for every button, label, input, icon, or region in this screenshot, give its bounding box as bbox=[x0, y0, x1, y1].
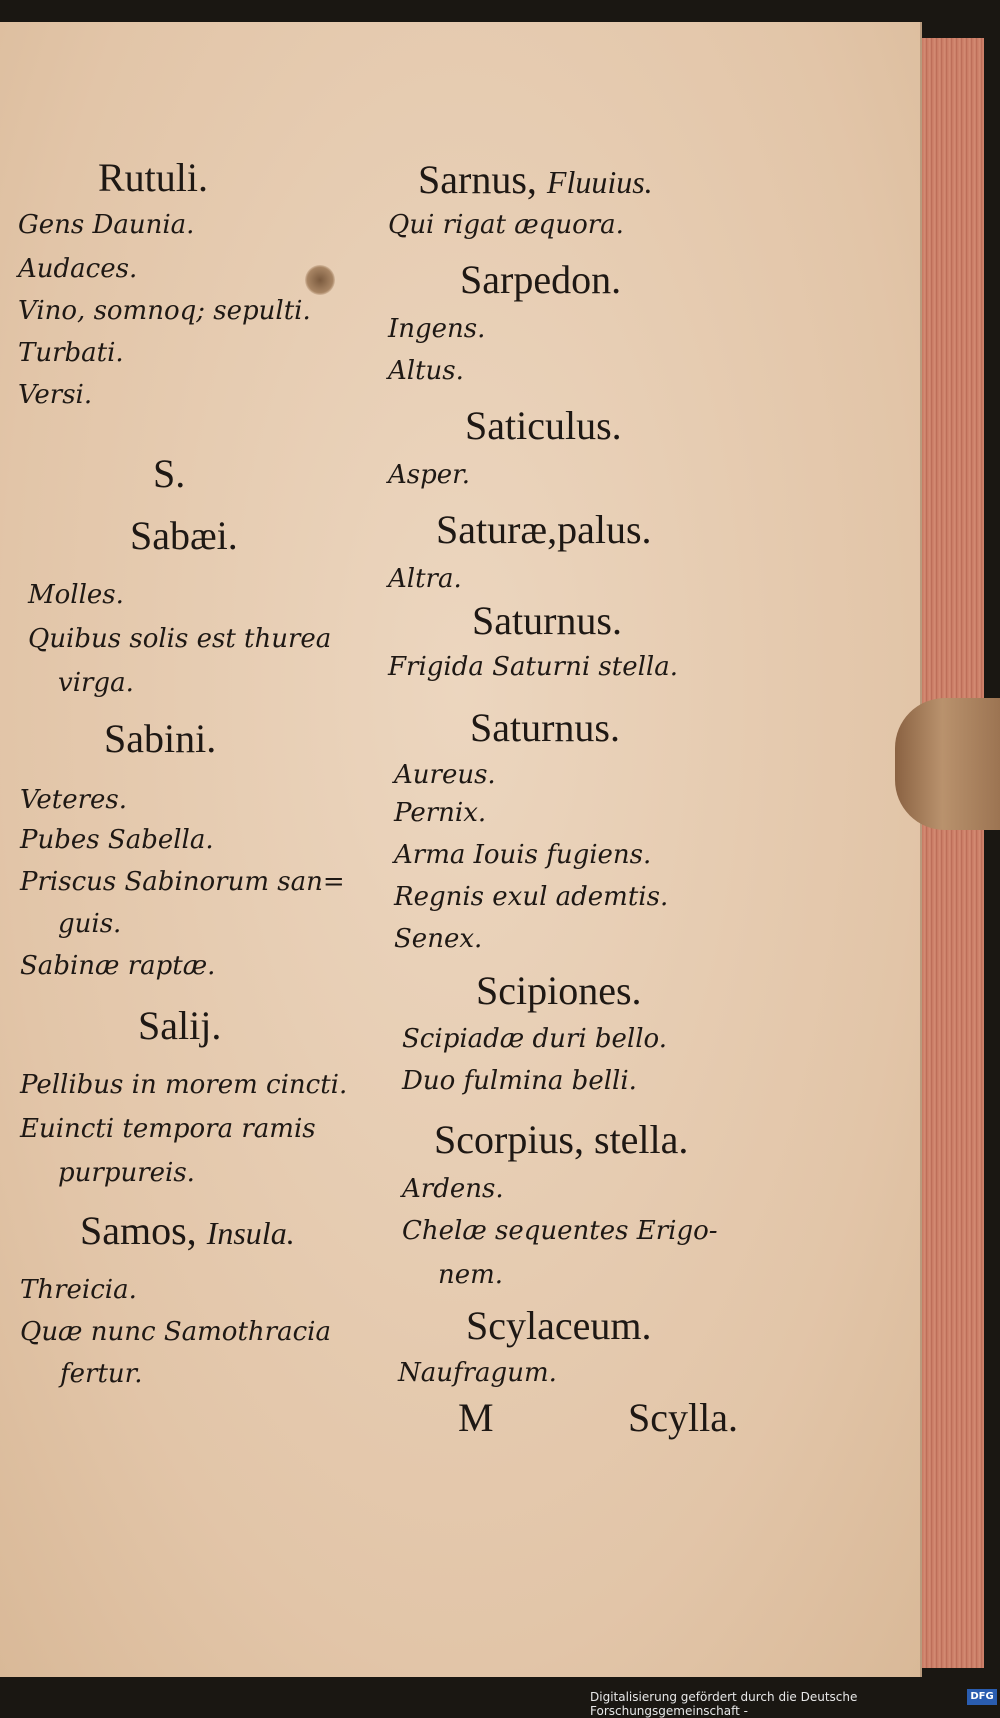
entry-head-salii: Salij. bbox=[138, 1003, 222, 1048]
entry-line: Turbati. bbox=[18, 338, 124, 368]
entry-line: Veteres. bbox=[20, 785, 128, 815]
catchword: Scylla. bbox=[628, 1395, 738, 1440]
entry-head-scylaceum: Scylaceum. bbox=[466, 1303, 652, 1348]
entry-head-saturnus: Saturnus. bbox=[470, 705, 620, 750]
entry-line: Quibus solis est thurea bbox=[28, 624, 332, 654]
section-letter: S. bbox=[153, 451, 186, 496]
entry-line: Naufragum. bbox=[398, 1358, 557, 1388]
entry-line: Priscus Sabinorum san= bbox=[20, 867, 345, 897]
book-page bbox=[0, 22, 922, 1677]
entry-line: Audaces. bbox=[18, 254, 138, 284]
entry-line: Ardens. bbox=[402, 1174, 504, 1204]
entry-head-scipiones: Scipiones. bbox=[476, 968, 642, 1013]
entry-line: Senex. bbox=[394, 924, 483, 954]
footer-credit: Digitalisierung gefördert durch die Deutsche Forschungsgemeinschaft - bbox=[590, 1690, 858, 1718]
entry-line: Arma Iouis fugiens. bbox=[394, 840, 652, 870]
entry-head-saturnus: Saturnus. bbox=[472, 598, 622, 643]
entry-line: Frigida Saturni stella. bbox=[388, 652, 678, 682]
entry-line: Sabinæ raptæ. bbox=[20, 951, 216, 981]
entry-line: virga. bbox=[58, 668, 134, 698]
entry-head-sabaei: Sabæi. bbox=[130, 513, 238, 558]
entry-line: Pubes Sabella. bbox=[20, 825, 214, 855]
entry-line: Altus. bbox=[388, 356, 464, 386]
entry-line: Regnis exul ademtis. bbox=[394, 882, 669, 912]
entry-line: Versi. bbox=[18, 380, 93, 410]
entry-head-sabini: Sabini. bbox=[104, 716, 217, 761]
entry-line: Duo fulmina belli. bbox=[402, 1066, 637, 1096]
entry-line: Pellibus in morem cincti. bbox=[20, 1070, 348, 1100]
entry-head-scorpius: Scorpius, stella. bbox=[434, 1117, 689, 1162]
ink-stain bbox=[305, 265, 335, 295]
entry-line: Euincti tempora ramis bbox=[20, 1114, 316, 1144]
entry-head-sarnus: Sarnus, Fluuius. bbox=[418, 157, 653, 202]
bookmark-tab bbox=[895, 698, 1000, 830]
entry-line: Asper. bbox=[388, 460, 470, 490]
entry-line: nem. bbox=[438, 1260, 504, 1290]
entry-line: Scipiadæ duri bello. bbox=[402, 1024, 668, 1054]
entry-line: Qui rigat æquora. bbox=[388, 210, 624, 240]
entry-line: guis. bbox=[58, 909, 122, 939]
entry-head-saturae: Saturæ,palus. bbox=[436, 507, 652, 552]
entry-head-sarpedon: Sarpedon. bbox=[460, 257, 622, 302]
signature-mark: M bbox=[458, 1395, 494, 1440]
entry-line: Gens Daunia. bbox=[18, 210, 195, 240]
entry-line: Ingens. bbox=[388, 314, 486, 344]
entry-line: Quæ nunc Samothracia bbox=[20, 1317, 331, 1347]
page-edges bbox=[922, 38, 984, 1668]
dfg-logo: DFG bbox=[967, 1689, 997, 1705]
entry-line: Chelæ sequentes Erigo- bbox=[402, 1216, 718, 1246]
entry-line: Aureus. bbox=[394, 760, 496, 790]
entry-line: purpureis. bbox=[58, 1158, 195, 1188]
entry-line: Altra. bbox=[388, 564, 462, 594]
entry-line: Vino, somnoq; sepulti. bbox=[18, 296, 311, 326]
entry-head-saticulus: Saticulus. bbox=[465, 403, 622, 448]
entry-line: Molles. bbox=[28, 580, 124, 610]
entry-head-samos: Samos, Insula. bbox=[80, 1208, 295, 1253]
entry-head-rutuli: Rutuli. bbox=[98, 155, 209, 200]
entry-line: fertur. bbox=[60, 1359, 143, 1389]
entry-line: Pernix. bbox=[394, 798, 487, 828]
entry-line: Threicia. bbox=[20, 1275, 137, 1305]
